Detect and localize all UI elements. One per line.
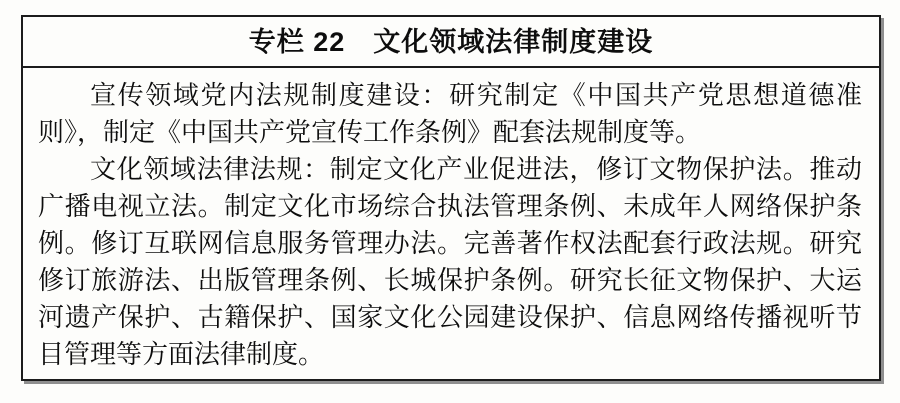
text-line: 则》，制定《中国共产党宣传工作条例》配套法规制度等。 — [38, 118, 702, 147]
column-body — [23, 68, 879, 373]
text-line: 宣传领域党内法规制度建设：研究制定《中国共产党思想道德准 — [90, 81, 862, 110]
paragraph-propaganda-regulations — [38, 77, 862, 151]
text-line: 广播电视立法。制定文化市场综合执法管理条例、未成年人网络保护条 — [38, 192, 862, 221]
text-line: 河遗产保护、古籍保护、国家文化公园建设保护、信息网络传播视听节 — [38, 303, 862, 332]
text-line: 修订旅游法、出版管理条例、长城保护条例。研究长征文物保护、大运 — [38, 266, 862, 295]
column-title: 专栏 22 文化领域法律制度建设 — [23, 17, 879, 68]
text-line: 文化领域法律法规：制定文化产业促进法，修订文物保护法。推动 — [90, 155, 862, 184]
text-line: 目管理等方面法律制度。 — [38, 340, 325, 369]
column-box — [21, 15, 881, 381]
text-line: 例。修订互联网信息服务管理办法。完善著作权法配套行政法规。研究 — [38, 229, 862, 258]
paragraph-cultural-laws — [38, 151, 862, 373]
